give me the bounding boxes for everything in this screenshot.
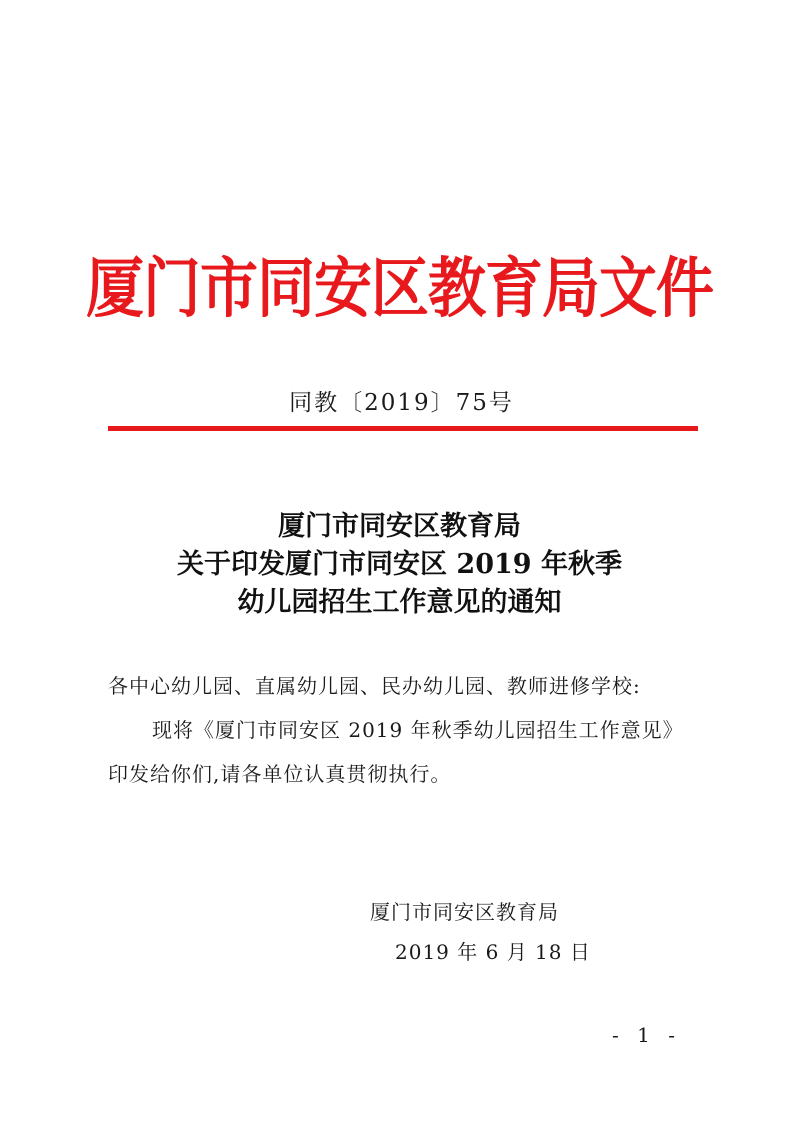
page-number: - 1 - — [612, 1023, 681, 1047]
title-line-3: 幼儿园招生工作意见的通知 — [237, 587, 562, 618]
issue-date: 2019 年 6 月 18 日 — [395, 940, 591, 964]
addressee-line: 各中心幼儿园、直属幼儿园、民办幼儿园、教师进修学校: — [108, 674, 641, 698]
issuer-signature: 厦门市同安区教育局 — [370, 900, 559, 924]
red-divider-line — [108, 426, 698, 431]
masthead-title: 厦门市同安区教育局文件 — [85, 249, 713, 327]
title-line-1: 厦门市同安区教育局 — [278, 511, 521, 542]
document-number: 同教〔2019〕75号 — [289, 390, 514, 416]
title-line-2: 关于印发厦门市同安区 2019 年秋季 — [177, 549, 622, 580]
paragraph-line-2: 印发给你们,请各单位认真贯彻执行。 — [108, 762, 452, 786]
paragraph-line-1: 现将《厦门市同安区 2019 年秋季幼儿园招生工作意见》 — [152, 718, 684, 742]
body-paragraph — [108, 708, 698, 796]
notice-title — [0, 508, 799, 622]
